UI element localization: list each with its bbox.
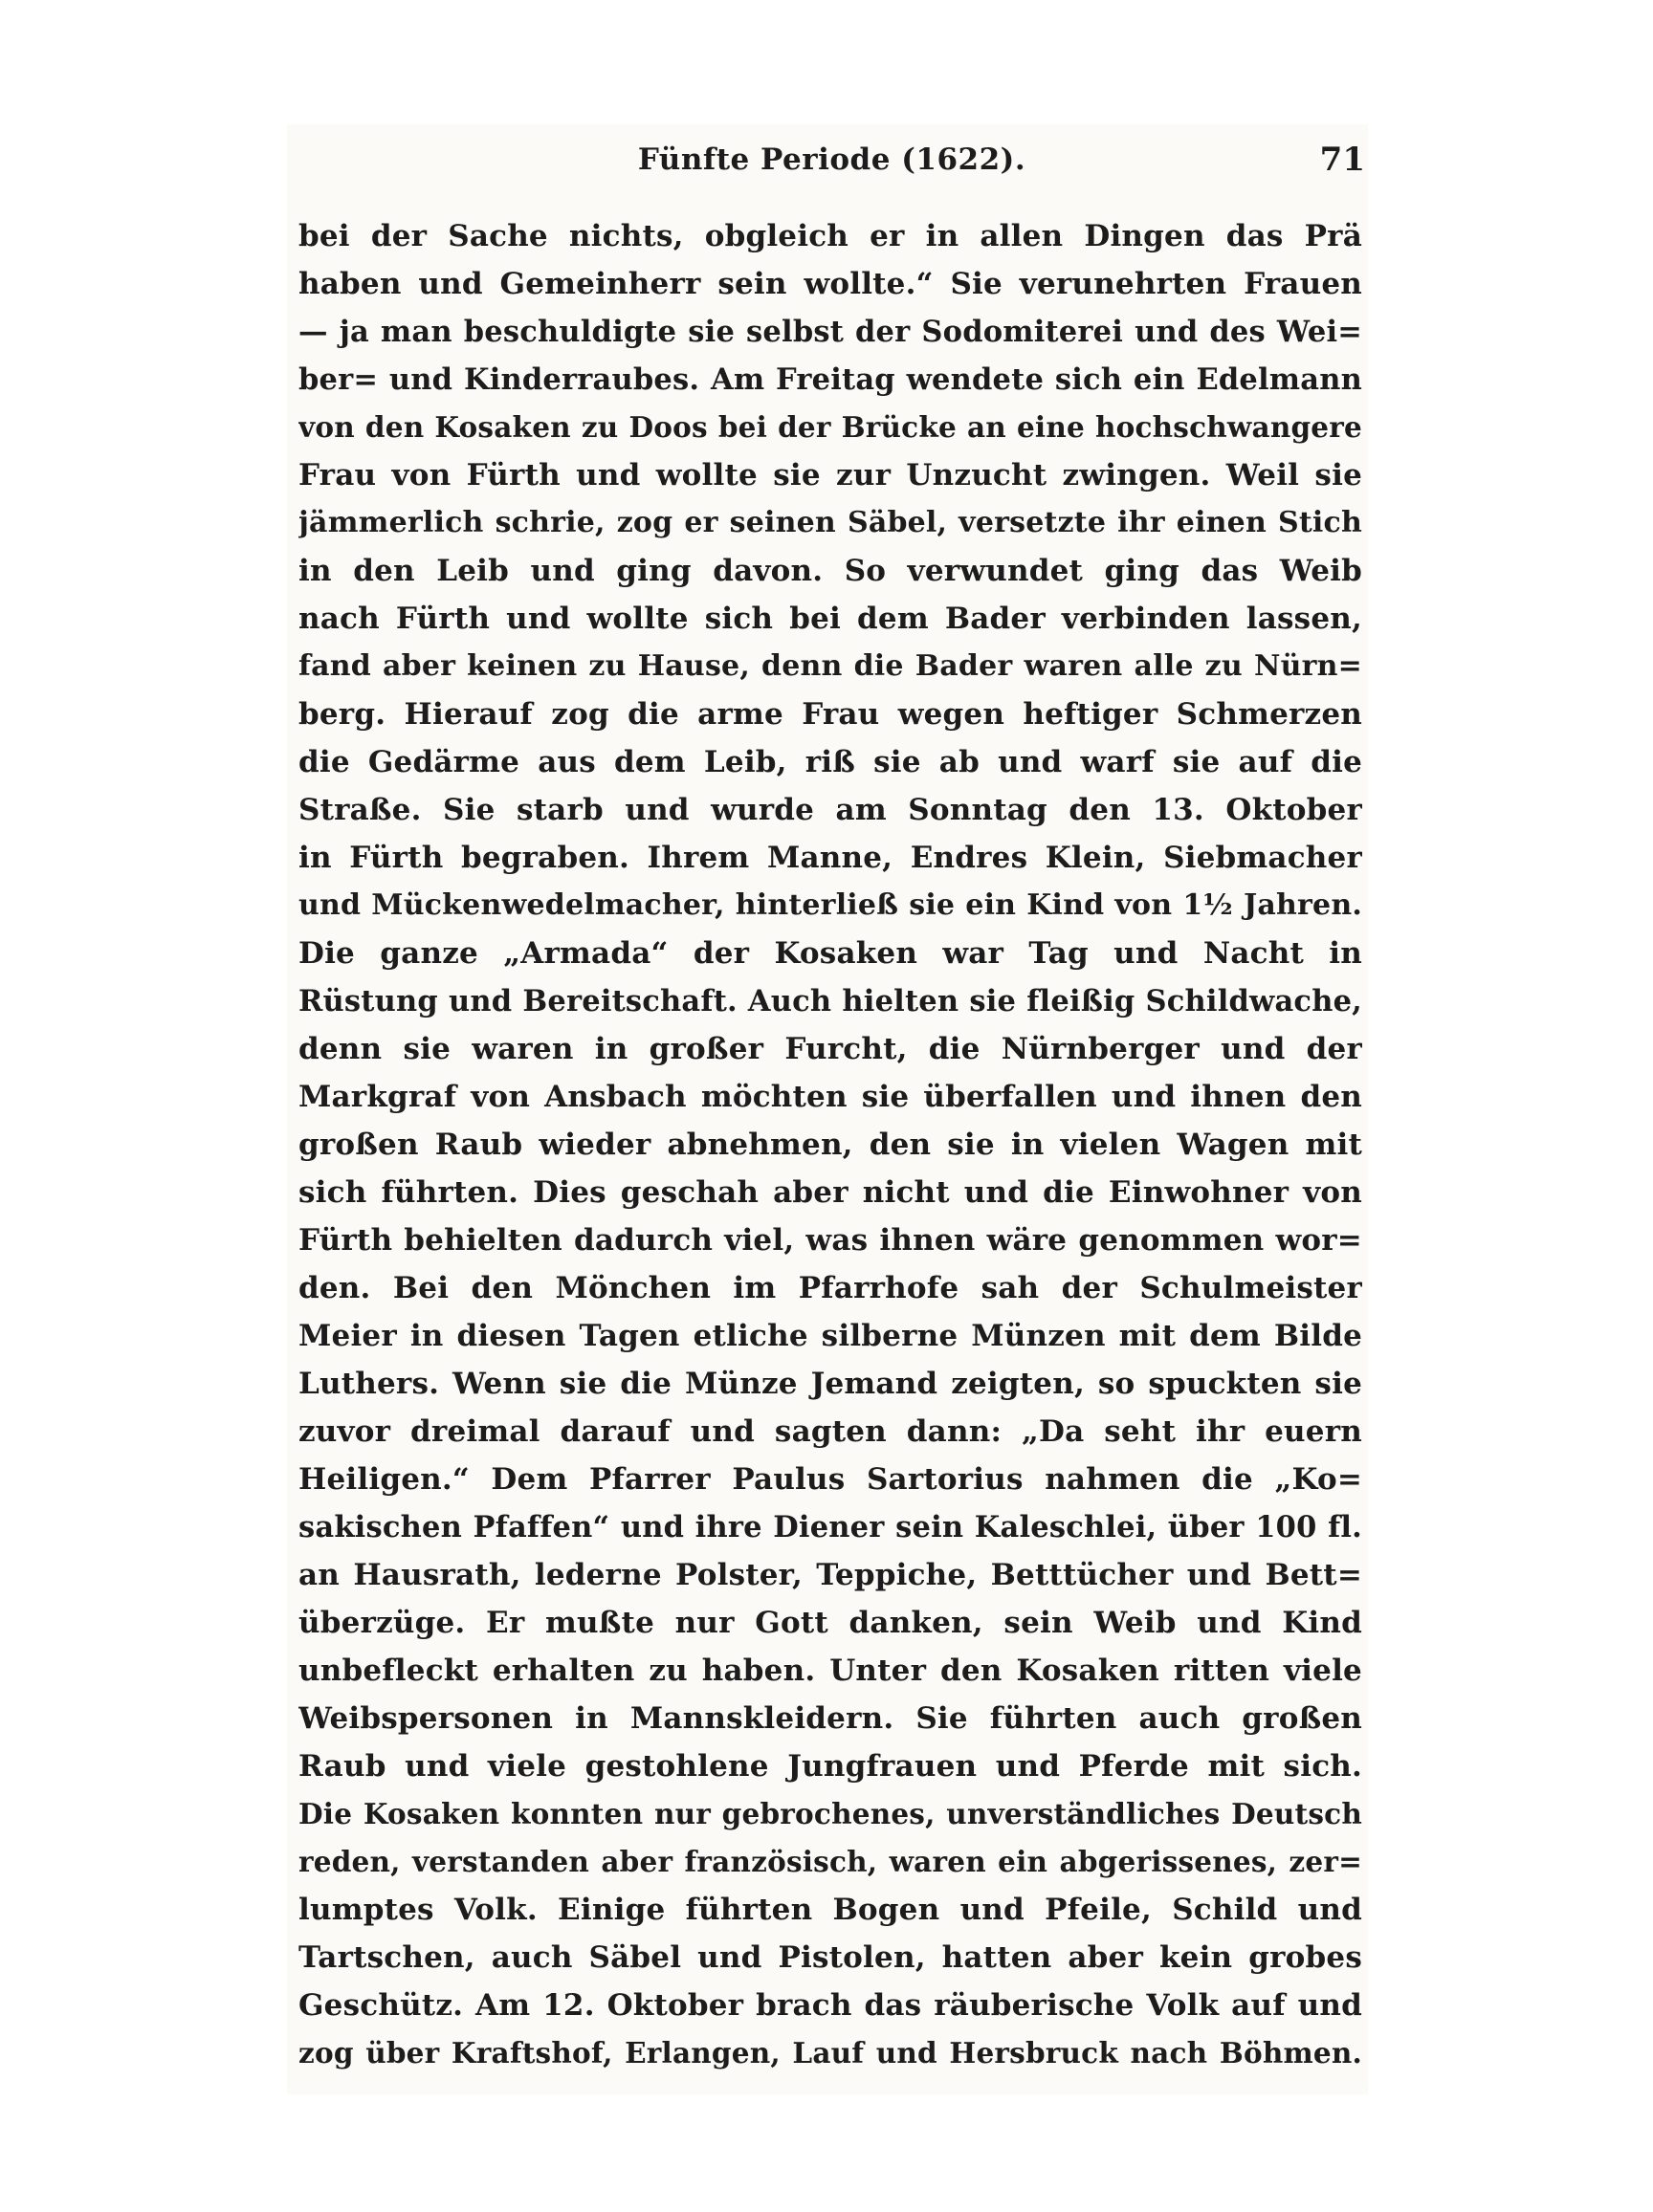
text-line: jämmerlich schrie, zog er seinen Säbel, versetzte ihr einen Stich — [298, 506, 1362, 539]
text-line: Luthers. Wenn sie die Münze Jemand zeigten, so spuckten sie — [298, 1367, 1362, 1401]
text-line: in Fürth begraben. Ihrem Manne, Endres Klein, Siebmacher — [298, 841, 1362, 875]
text-line: — ja man beschuldigte sie selbst der Sodomiterei und des Wei= — [298, 315, 1362, 349]
text-line: die Gedärme aus dem Leib, riß sie ab und warf sie auf die — [298, 745, 1362, 779]
text-line: sakischen Pfaffen“ und ihre Diener sein Kaleschlei, über 100 fl. — [298, 1510, 1362, 1544]
text-line: berg. Hierauf zog die arme Frau wegen heftiger Schmerzen — [298, 697, 1362, 732]
text-line: bei der Sache nichts, obgleich er in allen Dingen das Prä — [298, 219, 1362, 253]
body-text — [298, 212, 1362, 2077]
text-line: den. Bei den Mönchen im Pfarrhofe sah der Schulmeister — [298, 1271, 1362, 1305]
text-line: Meier in diesen Tagen etliche silberne Münzen mit dem Bilde — [298, 1319, 1362, 1353]
text-line: lumptes Volk. Einige führten Bogen und Pfeile, Schild und — [298, 1893, 1362, 1927]
running-title: Fünfte Periode (1622). — [637, 142, 1026, 177]
text-line: Geschütz. Am 12. Oktober brach das räuberische Volk auf und — [298, 1988, 1362, 2023]
text-line: Straße. Sie starb und wurde am Sonntag den 13. Oktober — [298, 793, 1362, 827]
text-line: Heiligen.“ Dem Pfarrer Paulus Sartorius nahmen die „Ko= — [298, 1462, 1362, 1497]
text-line: großen Raub wieder abnehmen, den sie in vielen Wagen mit — [298, 1128, 1362, 1162]
text-line: Raub und viele gestohlene Jungfrauen und Pferde mit sich. — [298, 1749, 1362, 1784]
text-line: in den Leib und ging davon. So verwundet ging das Weib — [298, 554, 1362, 588]
text-line: Fürth behielten dadurch viel, was ihnen wäre genommen wor= — [298, 1223, 1362, 1258]
text-line: an Hausrath, lederne Polster, Teppiche, Betttücher und Bett= — [298, 1558, 1362, 1592]
text-line: überzüge. Er mußte nur Gott danken, sein Weib und Kind — [298, 1606, 1362, 1640]
text-line: haben und Gemeinherr sein wollte.“ Sie verunehrten Frauen — [298, 267, 1362, 301]
text-line: unbefleckt erhalten zu haben. Unter den Kosaken ritten viele — [298, 1654, 1362, 1688]
text-line: Tartschen, auch Säbel und Pistolen, hatten aber kein grobes — [298, 1940, 1362, 1975]
text-line: reden, verstanden aber französisch, waren ein abgerissenes, zer= — [298, 1845, 1362, 1878]
text-line: und Mückenwedelmacher, hinterließ sie ein Kind von 1½ Jahren. — [298, 888, 1362, 922]
text-line: zuvor dreimal darauf und sagten dann: „Da seht ihr euern — [298, 1414, 1362, 1449]
page-header — [298, 139, 1365, 186]
text-line: zog über Kraftshof, Erlangen, Lauf und Hersbruck nach Böhmen. — [298, 2036, 1362, 2070]
text-line: fand aber keinen zu Hause, denn die Bader waren alle zu Nürn= — [298, 649, 1362, 683]
text-line: denn sie waren in großer Furcht, die Nürnberger und der — [298, 1032, 1362, 1066]
text-line: nach Fürth und wollte sich bei dem Bader verbinden lassen, — [298, 602, 1362, 636]
text-line: sich führten. Dies geschah aber nicht und die Einwohner von — [298, 1175, 1362, 1210]
page-number: 71 — [1319, 141, 1365, 179]
text-line: von den Kosaken zu Doos bei der Brücke an eine hochschwangere — [298, 410, 1362, 444]
text-line: Die Kosaken konnten nur gebrochenes, unverständliches Deutsch — [298, 1797, 1362, 1830]
text-line: Frau von Fürth und wollte sie zur Unzucht zwingen. Weil sie — [298, 458, 1362, 493]
text-line: Weibspersonen in Mannskleidern. Sie führten auch großen — [298, 1701, 1362, 1736]
text-line: Rüstung und Bereitschaft. Auch hielten sie fleißig Schildwache, — [298, 984, 1362, 1018]
text-line: ber= und Kinderraubes. Am Freitag wendete sich ein Edelmann — [298, 362, 1362, 397]
text-line: Markgraf von Ansbach möchten sie überfallen und ihnen den — [298, 1080, 1362, 1114]
text-line: Die ganze „Armada“ der Kosaken war Tag und Nacht in — [298, 936, 1362, 971]
